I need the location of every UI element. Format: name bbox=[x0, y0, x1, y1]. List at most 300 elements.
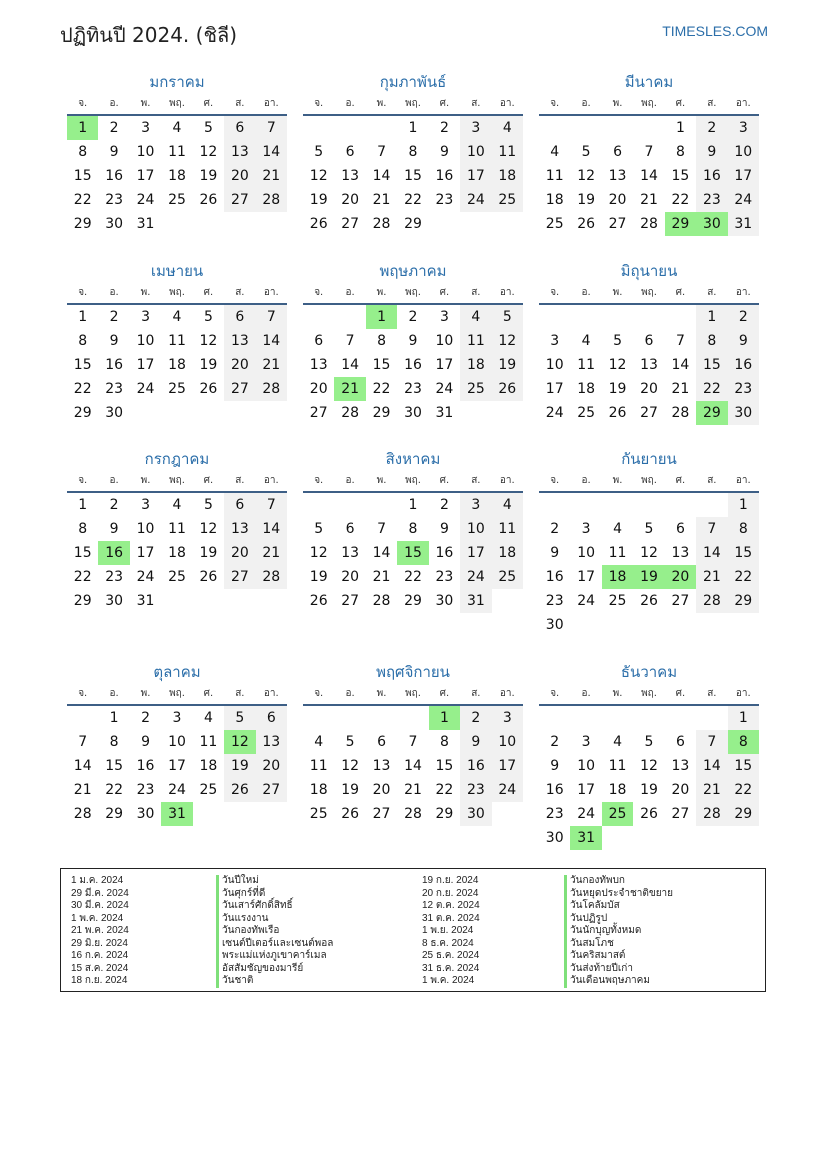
day-cell: 11 bbox=[545, 168, 564, 184]
empty-cell bbox=[67, 706, 98, 730]
day-cell: 21 bbox=[372, 192, 391, 208]
weekday-label: จ. bbox=[550, 287, 560, 298]
weekday-header bbox=[539, 471, 759, 493]
legend-date: 15 ส.ค. 2024 bbox=[71, 962, 129, 974]
day-cell: 22 bbox=[404, 192, 422, 208]
day-cell: 21 bbox=[696, 565, 727, 589]
day-cell: 15 bbox=[728, 754, 759, 778]
weekday-label: ส. bbox=[707, 688, 717, 699]
empty-cell bbox=[303, 706, 334, 730]
month-3 bbox=[539, 70, 759, 236]
day-cell: 14 bbox=[341, 357, 360, 373]
day-cell: 14 bbox=[256, 329, 287, 353]
day-cell: 17 bbox=[435, 357, 454, 373]
month-4 bbox=[67, 259, 287, 425]
day-cell: 21 bbox=[372, 569, 391, 585]
legend-holiday-name: วันปฏิรูป bbox=[564, 913, 673, 926]
day-cell: 27 bbox=[372, 806, 391, 822]
day-cell: 6 bbox=[224, 493, 255, 517]
day-cell: 26 bbox=[577, 216, 596, 232]
day-cell: 12 bbox=[199, 521, 218, 537]
day-cell: 13 bbox=[224, 140, 255, 164]
day-cell: 2 bbox=[109, 309, 119, 325]
day-cell: 19 bbox=[608, 381, 627, 397]
day-cell: 9 bbox=[109, 333, 119, 349]
weekday-label: อา. bbox=[735, 688, 751, 699]
day-cell: 18 bbox=[460, 353, 491, 377]
weekday-label: พ. bbox=[376, 688, 387, 699]
weekday-label: อ. bbox=[109, 688, 119, 699]
day-cell: 5 bbox=[613, 333, 623, 349]
day-cell: 18 bbox=[492, 541, 523, 565]
day-cell: 28 bbox=[404, 806, 422, 822]
holiday-day-cell: 12 bbox=[224, 730, 255, 754]
day-cell: 21 bbox=[73, 782, 92, 798]
day-cell: 8 bbox=[78, 521, 88, 537]
day-cell: 8 bbox=[78, 144, 88, 160]
day-cell: 25 bbox=[492, 565, 523, 589]
legend-date: 29 มิ.ย. 2024 bbox=[71, 937, 128, 949]
empty-cell bbox=[366, 116, 397, 140]
day-cell: 3 bbox=[141, 120, 151, 136]
day-cell: 19 bbox=[199, 357, 218, 373]
day-cell: 2 bbox=[439, 497, 449, 513]
day-cell: 30 bbox=[136, 806, 155, 822]
day-cell: 21 bbox=[256, 353, 287, 377]
day-cell: 16 bbox=[545, 782, 564, 798]
day-cell: 24 bbox=[728, 188, 759, 212]
legend-date: 8 ธ.ค. 2024 bbox=[422, 937, 474, 949]
site-link[interactable]: TIMESLES.COM bbox=[662, 23, 768, 39]
day-cell: 24 bbox=[460, 565, 491, 589]
legend-dates-2 bbox=[422, 875, 480, 988]
weekday-label: ศ. bbox=[675, 475, 686, 486]
day-cell: 24 bbox=[136, 569, 155, 585]
day-cell: 23 bbox=[435, 569, 454, 585]
month-5 bbox=[303, 259, 523, 425]
day-cell: 22 bbox=[728, 778, 759, 802]
holiday-day-cell: 29 bbox=[696, 401, 727, 425]
day-cell: 10 bbox=[435, 333, 454, 349]
weekday-label: พ. bbox=[612, 688, 623, 699]
day-cell: 12 bbox=[640, 758, 658, 774]
day-cell: 25 bbox=[608, 593, 627, 609]
legend-holiday-name: วันปีใหม่ bbox=[216, 875, 333, 888]
weekday-label: จ. bbox=[314, 475, 324, 486]
day-cell: 2 bbox=[109, 497, 119, 513]
day-cell: 5 bbox=[314, 144, 324, 160]
weekday-label: จ. bbox=[78, 688, 88, 699]
day-cell: 27 bbox=[256, 778, 287, 802]
day-cell: 13 bbox=[224, 329, 255, 353]
day-cell: 30 bbox=[545, 830, 564, 846]
day-cell: 15 bbox=[73, 545, 92, 561]
weekday-label: ศ. bbox=[203, 98, 214, 109]
weekday-label: พฤ. bbox=[641, 475, 657, 486]
day-cell: 28 bbox=[696, 802, 727, 826]
day-cell: 12 bbox=[608, 357, 627, 373]
weekday-label: ส. bbox=[235, 475, 245, 486]
day-cell: 6 bbox=[613, 144, 623, 160]
legend-holiday-name: วันแรงงาน bbox=[216, 913, 333, 926]
day-cell: 9 bbox=[141, 734, 151, 750]
day-cell: 17 bbox=[460, 164, 491, 188]
day-cell: 25 bbox=[199, 782, 218, 798]
day-cell: 16 bbox=[460, 754, 491, 778]
month-2 bbox=[303, 70, 523, 236]
day-cell: 22 bbox=[105, 782, 124, 798]
day-cell: 16 bbox=[728, 353, 759, 377]
day-cell: 27 bbox=[608, 216, 627, 232]
day-cell: 12 bbox=[640, 545, 658, 561]
weekday-label: จ. bbox=[78, 98, 88, 109]
day-cell: 8 bbox=[109, 734, 119, 750]
day-cell: 16 bbox=[696, 164, 727, 188]
weekday-label: จ. bbox=[314, 98, 324, 109]
day-grid bbox=[303, 706, 523, 826]
day-cell: 7 bbox=[345, 333, 355, 349]
day-cell: 7 bbox=[377, 521, 387, 537]
weekday-header bbox=[67, 684, 287, 706]
day-cell: 17 bbox=[577, 782, 596, 798]
day-cell: 28 bbox=[671, 405, 690, 421]
day-cell: 31 bbox=[435, 405, 454, 421]
day-cell: 6 bbox=[377, 734, 387, 750]
day-cell: 10 bbox=[136, 521, 155, 537]
day-cell: 23 bbox=[728, 377, 759, 401]
day-cell: 17 bbox=[136, 168, 155, 184]
empty-cell bbox=[633, 305, 664, 329]
weekday-label: จ. bbox=[550, 688, 560, 699]
day-cell: 26 bbox=[492, 377, 523, 401]
day-grid bbox=[303, 305, 523, 425]
weekday-header bbox=[67, 471, 287, 493]
day-cell: 10 bbox=[136, 144, 155, 160]
legend-holiday-name: เซนต์ปีเตอร์และเซนต์พอล bbox=[216, 938, 333, 951]
empty-cell bbox=[570, 305, 601, 329]
weekday-label: อา. bbox=[263, 98, 279, 109]
day-cell: 2 bbox=[460, 706, 491, 730]
day-cell: 23 bbox=[105, 381, 124, 397]
weekday-label: จ. bbox=[314, 287, 324, 298]
day-cell: 12 bbox=[309, 168, 328, 184]
day-cell: 26 bbox=[199, 569, 218, 585]
day-cell: 3 bbox=[141, 309, 151, 325]
day-cell: 9 bbox=[109, 144, 119, 160]
day-cell: 13 bbox=[671, 758, 690, 774]
day-cell: 1 bbox=[78, 309, 88, 325]
weekday-label: อา. bbox=[263, 475, 279, 486]
empty-cell bbox=[602, 706, 633, 730]
day-cell: 6 bbox=[256, 706, 287, 730]
day-cell: 8 bbox=[696, 329, 727, 353]
day-cell: 20 bbox=[341, 569, 360, 585]
empty-cell bbox=[334, 116, 365, 140]
weekday-label: ศ. bbox=[675, 287, 686, 298]
legend-holiday-name: วันสมโภช bbox=[564, 938, 673, 951]
weekday-label: จ. bbox=[78, 475, 88, 486]
legend-holiday-name: วันศุกร์ที่ดี bbox=[216, 888, 333, 901]
day-grid bbox=[67, 116, 287, 236]
day-cell: 3 bbox=[460, 493, 491, 517]
day-cell: 12 bbox=[199, 333, 218, 349]
day-cell: 5 bbox=[492, 305, 523, 329]
legend-holiday-name: พระแม่แห่งภูเขาคาร์เมล bbox=[216, 950, 333, 963]
day-cell: 21 bbox=[671, 381, 690, 397]
day-cell: 10 bbox=[577, 545, 596, 561]
day-cell: 26 bbox=[640, 593, 658, 609]
day-cell: 14 bbox=[671, 357, 690, 373]
day-cell: 6 bbox=[314, 333, 324, 349]
legend-holiday-name: วันเสาร์ศักดิ์สิทธิ์ bbox=[216, 900, 333, 913]
day-cell: 3 bbox=[728, 116, 759, 140]
day-cell: 23 bbox=[136, 782, 155, 798]
day-cell: 19 bbox=[492, 353, 523, 377]
month-1 bbox=[67, 70, 287, 236]
weekday-label: พฤ. bbox=[405, 98, 421, 109]
day-cell: 10 bbox=[460, 517, 491, 541]
weekday-label: ส. bbox=[707, 475, 717, 486]
day-cell: 2 bbox=[439, 120, 449, 136]
day-cell: 29 bbox=[404, 593, 422, 609]
holiday-day-cell: 31 bbox=[161, 802, 192, 826]
day-cell: 22 bbox=[435, 782, 454, 798]
empty-cell bbox=[696, 493, 727, 517]
day-cell: 8 bbox=[675, 144, 685, 160]
month-8 bbox=[303, 447, 523, 613]
day-cell: 16 bbox=[105, 357, 124, 373]
weekday-label: อ. bbox=[581, 475, 591, 486]
day-cell: 29 bbox=[728, 589, 759, 613]
day-cell: 22 bbox=[728, 565, 759, 589]
day-cell: 22 bbox=[671, 192, 690, 208]
weekday-label: จ. bbox=[314, 688, 324, 699]
weekday-label: พฤ. bbox=[169, 98, 185, 109]
day-cell: 21 bbox=[256, 164, 287, 188]
day-cell: 23 bbox=[545, 806, 564, 822]
legend-holiday-name: วันส่งท้ายปีเก่า bbox=[564, 963, 673, 976]
day-cell: 19 bbox=[577, 192, 596, 208]
weekday-label: พ. bbox=[376, 475, 387, 486]
day-cell: 27 bbox=[671, 593, 690, 609]
day-cell: 3 bbox=[172, 710, 182, 726]
weekday-label: อ. bbox=[109, 98, 119, 109]
holiday-day-cell: 20 bbox=[665, 565, 696, 589]
holiday-day-cell: 1 bbox=[366, 305, 397, 329]
day-cell: 17 bbox=[460, 541, 491, 565]
day-cell: 29 bbox=[73, 216, 92, 232]
month-12 bbox=[539, 660, 759, 850]
day-cell: 27 bbox=[224, 377, 255, 401]
holiday-day-cell: 19 bbox=[633, 565, 664, 589]
weekday-label: พ. bbox=[376, 287, 387, 298]
day-cell: 6 bbox=[224, 116, 255, 140]
day-cell: 17 bbox=[577, 569, 596, 585]
day-cell: 29 bbox=[372, 405, 391, 421]
day-cell: 25 bbox=[492, 188, 523, 212]
day-cell: 2 bbox=[550, 521, 560, 537]
day-cell: 25 bbox=[168, 192, 186, 208]
day-cell: 9 bbox=[728, 329, 759, 353]
legend-holiday-name: วันชาติ bbox=[216, 975, 333, 988]
weekday-label: ส. bbox=[235, 688, 245, 699]
legend-date: 20 ก.ย. 2024 bbox=[422, 887, 479, 899]
day-cell: 4 bbox=[172, 497, 182, 513]
month-10 bbox=[67, 660, 287, 826]
day-cell: 4 bbox=[203, 710, 213, 726]
day-cell: 30 bbox=[435, 593, 454, 609]
day-cell: 13 bbox=[309, 357, 328, 373]
day-cell: 9 bbox=[439, 521, 449, 537]
day-cell: 3 bbox=[581, 734, 591, 750]
day-cell: 18 bbox=[545, 192, 564, 208]
day-cell: 14 bbox=[372, 168, 391, 184]
month-name: พฤศจิกายน bbox=[376, 663, 450, 681]
day-cell: 5 bbox=[345, 734, 355, 750]
day-cell: 13 bbox=[341, 545, 360, 561]
day-cell: 5 bbox=[644, 734, 654, 750]
day-cell: 13 bbox=[341, 168, 360, 184]
day-cell: 3 bbox=[581, 521, 591, 537]
weekday-label: อา. bbox=[735, 98, 751, 109]
day-cell: 15 bbox=[73, 357, 92, 373]
day-cell: 23 bbox=[435, 192, 454, 208]
day-cell: 18 bbox=[168, 545, 186, 561]
weekday-label: อา. bbox=[263, 287, 279, 298]
weekday-header bbox=[303, 471, 523, 493]
weekday-label: อ. bbox=[345, 287, 355, 298]
day-cell: 1 bbox=[78, 497, 88, 513]
day-cell: 20 bbox=[341, 192, 360, 208]
weekday-label: จ. bbox=[78, 287, 88, 298]
day-cell: 26 bbox=[309, 593, 328, 609]
day-cell: 6 bbox=[675, 521, 685, 537]
day-cell: 4 bbox=[460, 305, 491, 329]
day-cell: 8 bbox=[408, 521, 418, 537]
day-cell: 7 bbox=[675, 333, 685, 349]
day-cell: 28 bbox=[256, 188, 287, 212]
day-cell: 17 bbox=[136, 545, 155, 561]
day-cell: 31 bbox=[460, 589, 491, 613]
day-cell: 14 bbox=[696, 754, 727, 778]
day-cell: 11 bbox=[168, 521, 186, 537]
day-cell: 28 bbox=[696, 589, 727, 613]
day-cell: 10 bbox=[168, 734, 186, 750]
weekday-label: อา. bbox=[263, 688, 279, 699]
legend-holiday-name: วันหยุดประจำชาติขยาย bbox=[564, 888, 673, 901]
day-grid bbox=[539, 493, 759, 637]
day-cell: 5 bbox=[224, 706, 255, 730]
weekday-label: อ. bbox=[581, 688, 591, 699]
day-cell: 10 bbox=[577, 758, 596, 774]
day-cell: 27 bbox=[640, 405, 658, 421]
day-cell: 19 bbox=[309, 569, 328, 585]
day-cell: 30 bbox=[460, 802, 491, 826]
day-cell: 17 bbox=[492, 754, 523, 778]
weekday-label: ศ. bbox=[439, 98, 450, 109]
day-cell: 9 bbox=[109, 521, 119, 537]
empty-cell bbox=[366, 493, 397, 517]
day-cell: 29 bbox=[105, 806, 124, 822]
day-cell: 26 bbox=[608, 405, 627, 421]
day-cell: 28 bbox=[256, 565, 287, 589]
day-cell: 6 bbox=[224, 305, 255, 329]
weekday-label: อ. bbox=[345, 475, 355, 486]
day-cell: 11 bbox=[460, 329, 491, 353]
month-name: เมษายน bbox=[150, 262, 204, 280]
day-cell: 23 bbox=[105, 569, 124, 585]
day-cell: 7 bbox=[696, 730, 727, 754]
day-cell: 20 bbox=[224, 164, 255, 188]
day-cell: 11 bbox=[492, 517, 523, 541]
empty-cell bbox=[366, 706, 397, 730]
day-cell: 7 bbox=[256, 116, 287, 140]
day-cell: 9 bbox=[550, 545, 560, 561]
day-cell: 11 bbox=[577, 357, 596, 373]
day-cell: 8 bbox=[78, 333, 88, 349]
empty-cell bbox=[539, 116, 570, 140]
day-cell: 2 bbox=[696, 116, 727, 140]
holiday-day-cell: 1 bbox=[429, 706, 460, 730]
weekday-label: ส. bbox=[235, 287, 245, 298]
day-cell: 11 bbox=[309, 758, 328, 774]
day-cell: 21 bbox=[404, 782, 422, 798]
day-cell: 16 bbox=[435, 545, 454, 561]
month-6 bbox=[539, 259, 759, 425]
weekday-label: จ. bbox=[550, 98, 560, 109]
empty-cell bbox=[602, 305, 633, 329]
day-cell: 14 bbox=[73, 758, 92, 774]
day-cell: 30 bbox=[728, 401, 759, 425]
day-cell: 2 bbox=[550, 734, 560, 750]
day-cell: 5 bbox=[203, 309, 213, 325]
day-cell: 24 bbox=[435, 381, 454, 397]
empty-cell bbox=[303, 305, 334, 329]
day-cell: 18 bbox=[199, 758, 218, 774]
empty-cell bbox=[665, 493, 696, 517]
day-cell: 1 bbox=[696, 305, 727, 329]
day-cell: 14 bbox=[404, 758, 422, 774]
weekday-label: พ. bbox=[140, 98, 151, 109]
weekday-header bbox=[67, 94, 287, 116]
day-cell: 30 bbox=[105, 593, 124, 609]
month-name: ตุลาคม bbox=[153, 663, 201, 681]
weekday-label: ส. bbox=[471, 287, 481, 298]
legend-date: 1 พ.ค. 2024 bbox=[71, 912, 124, 924]
day-cell: 3 bbox=[550, 333, 560, 349]
day-cell: 27 bbox=[341, 216, 360, 232]
day-cell: 24 bbox=[492, 778, 523, 802]
day-cell: 11 bbox=[608, 758, 627, 774]
day-cell: 19 bbox=[224, 754, 255, 778]
day-cell: 21 bbox=[256, 541, 287, 565]
weekday-label: ศ. bbox=[675, 688, 686, 699]
legend-date: 30 มี.ค. 2024 bbox=[71, 900, 129, 911]
day-cell: 2 bbox=[728, 305, 759, 329]
legend-holiday-name: วันกองทัพบก bbox=[564, 875, 673, 888]
day-cell: 20 bbox=[640, 381, 658, 397]
weekday-header bbox=[303, 283, 523, 305]
month-name: สิงหาคม bbox=[385, 450, 441, 468]
day-cell: 26 bbox=[309, 216, 328, 232]
day-cell: 7 bbox=[377, 144, 387, 160]
legend-date: 18 ก.ย. 2024 bbox=[71, 975, 128, 986]
day-cell: 2 bbox=[141, 710, 151, 726]
day-cell: 12 bbox=[577, 168, 596, 184]
day-cell: 25 bbox=[460, 377, 491, 401]
day-cell: 30 bbox=[545, 617, 564, 633]
holiday-day-cell: 21 bbox=[334, 377, 365, 401]
